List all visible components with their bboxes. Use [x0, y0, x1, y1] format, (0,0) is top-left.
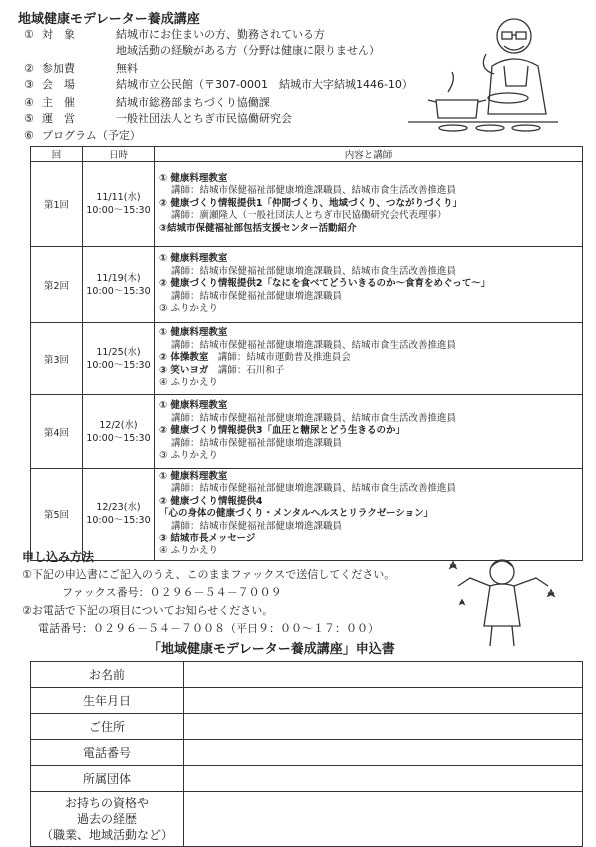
session-datetime [83, 469, 155, 561]
content-lecturer: 講師：結城市保健福祉部健康増進課職員、結城市食生活改善推進員 [171, 412, 457, 424]
content-lecturer: 講師：結城市運動普及推進員会 [208, 352, 351, 364]
program-header-row [31, 147, 583, 162]
program-row [31, 247, 583, 323]
header-num: 回 [31, 147, 83, 162]
content-item: ③ 結城市長メッセージ [159, 533, 256, 545]
session-datetime [83, 247, 155, 323]
content-item: ① 健康料理教室 [159, 172, 228, 184]
info-label: 会 場 [42, 78, 75, 91]
session-time: 10:00～15:30 [86, 432, 151, 444]
content-item: ③結城市保健福祉部包括支援センター活動紹介 [159, 222, 357, 234]
session-date: 11/11(水) [96, 192, 141, 203]
session-date: 12/2(水) [99, 419, 138, 431]
info-value: 結城市総務部まちづくり協働課 [116, 96, 270, 109]
program-row [31, 469, 583, 561]
info-label: 対 象 [42, 28, 75, 41]
info-row [24, 76, 413, 92]
content-lecturer: 講師：結城市保健福祉部健康増進課職員 [171, 290, 343, 302]
program-row [31, 395, 583, 469]
program-table [30, 146, 583, 561]
content-lecturer: 講師：結城市保健福祉部健康増進課職員、結城市食生活改善推進員 [171, 483, 457, 495]
content-line [159, 365, 578, 377]
content-lecturer: 講師：廣瀬隆人（一般社団法人とちぎ市民協働研究会代表理事） [171, 210, 447, 222]
session-time: 10:00～15:30 [86, 359, 151, 371]
content-item: ① 健康料理教室 [159, 253, 228, 265]
info-num: ⑥ [24, 129, 34, 142]
content-lecturer: 講師：結城市保健福祉部健康増進課職員 [171, 437, 343, 449]
woman-illustration [440, 556, 570, 648]
session-content [155, 395, 583, 469]
content-item: ① 健康料理教室 [159, 327, 228, 339]
qualifications-label-1: お持ちの資格や [64, 796, 149, 810]
content-lecturer: 講師：結城市保健福祉部健康増進課職員、結城市食生活改善推進員 [171, 185, 457, 197]
fax-number: ファックス番号：０２９６－５４－７００９ [62, 586, 282, 599]
address-input-cell[interactable] [184, 714, 583, 740]
info-num: ① [24, 28, 34, 41]
content-item-title: ③ 笑いヨガ [159, 364, 209, 376]
session-date: 12/23(水) [96, 502, 141, 514]
name-input-cell[interactable] [184, 662, 583, 688]
content-item-title: ② 体操教室 [159, 352, 209, 364]
session-content [155, 162, 583, 247]
header-content: 内容と講師 [155, 147, 583, 162]
info-row [24, 127, 141, 143]
session-datetime [83, 395, 155, 469]
program-row [31, 323, 583, 395]
info-value: 結城市立公民館（〒307-0001 結城市大字結城1446-10） [116, 78, 413, 91]
phone-input-cell[interactable] [184, 740, 583, 766]
field-label-qualifications [31, 792, 184, 847]
apply-line-fax: ①下記の申込書にご記入のうえ、このままファックスで送信してください。 [22, 568, 396, 581]
content-line: ④ ふりかえり [159, 377, 219, 389]
info-row [24, 60, 138, 76]
info-num: ④ [24, 96, 34, 109]
session-content [155, 323, 583, 395]
qualifications-label-2: 過去の経歴 [76, 812, 137, 826]
session-number: 第5回 [31, 469, 83, 561]
session-number: 第2回 [31, 247, 83, 323]
qualifications-input-cell[interactable] [184, 792, 583, 847]
content-line [159, 352, 578, 364]
session-datetime [83, 323, 155, 395]
content-lecturer: 講師：結城市保健福祉部健康増進課職員、結城市食生活改善推進員 [171, 265, 457, 277]
session-time: 10:00～15:30 [86, 205, 151, 216]
session-number: 第1回 [31, 162, 83, 247]
phone-number: 電話番号：０２９６－５４－７００８（平日９：００～１７：００） [38, 622, 379, 635]
apply-heading: 申し込み方法 [22, 550, 95, 564]
field-label-address: ご住所 [31, 714, 184, 740]
content-lecturer: 講師：石川和子 [208, 364, 285, 376]
info-num: ⑤ [24, 112, 34, 125]
content-item: ① 健康料理教室 [159, 400, 228, 412]
info-label: プログラム（予定） [42, 129, 141, 142]
field-label-organization: 所属団体 [31, 766, 184, 792]
session-date: 11/25(水) [96, 346, 141, 358]
content-item: ② 健康づくり情報提供3「血圧と糖尿とどう生きるのか」 [159, 425, 405, 437]
content-item: ② 健康づくり情報提供4 [159, 495, 263, 507]
content-line: ③ ふりかえり [159, 303, 219, 315]
content-item: ① 健康料理教室 [159, 471, 228, 482]
session-content [155, 469, 583, 561]
session-datetime [83, 162, 155, 247]
page-title: 地域健康モデレーター養成講座 [18, 12, 200, 27]
header-date: 日時 [83, 147, 155, 162]
info-label: 運 営 [42, 112, 75, 125]
organization-input-cell[interactable] [184, 766, 583, 792]
form-title: 「地域健康モデレーター養成講座」申込書 [148, 642, 395, 657]
info-label: 参加費 [42, 62, 75, 75]
apply-line-phone: ②お電話で下記の項目についてお知らせください。 [22, 604, 274, 617]
program-row [31, 162, 583, 247]
field-label-birthdate: 生年月日 [31, 688, 184, 714]
birthdate-input-cell[interactable] [184, 688, 583, 714]
content-line: ③ ふりかえり [159, 450, 219, 462]
session-number: 第3回 [31, 323, 83, 395]
content-line: ④ ふりかえり [159, 545, 219, 557]
session-number: 第4回 [31, 395, 83, 469]
content-lecturer: 講師：結城市保健福祉部健康増進課職員 [171, 520, 343, 532]
cook-illustration [408, 14, 563, 134]
field-label-phone: 電話番号 [31, 740, 184, 766]
application-form [30, 661, 583, 847]
field-label-name: お名前 [31, 662, 184, 688]
content-lecturer: 講師：結城市保健福祉部健康増進課職員、結城市食生活改善推進員 [171, 339, 457, 351]
info-num: ② [24, 62, 34, 75]
info-row [24, 94, 270, 110]
session-date: 11/19(木) [96, 272, 141, 284]
info-value: 結城市にお住まいの方、勤務されている方 [116, 28, 325, 41]
session-time: 10:00～15:30 [86, 285, 151, 297]
info-value: 一般社団法人とちぎ市民協働研究会 [116, 112, 292, 125]
session-content [155, 247, 583, 323]
info-row [24, 26, 325, 42]
qualifications-label-3: （職業、地域活動など） [40, 828, 173, 842]
info-label: 主 催 [42, 96, 75, 109]
info-row [24, 110, 292, 126]
info-value: 無料 [116, 62, 138, 75]
content-item: 「心の身体の健康づくり・メンタルヘルスとリラクゼーション」 [159, 508, 434, 520]
info-value: 地域活動の経験がある方（分野は健康に限りません） [116, 44, 380, 57]
content-item: ② 健康づくり情報提供2「なにを食べてどういきるのか～食育をめぐって～」 [159, 278, 491, 290]
info-row [24, 42, 380, 58]
content-item: ② 健康づくり情報提供1「仲間づくり、地域づくり、つながりづくり」 [159, 197, 462, 209]
session-time: 10:00～15:30 [86, 515, 151, 527]
info-num: ③ [24, 78, 34, 91]
